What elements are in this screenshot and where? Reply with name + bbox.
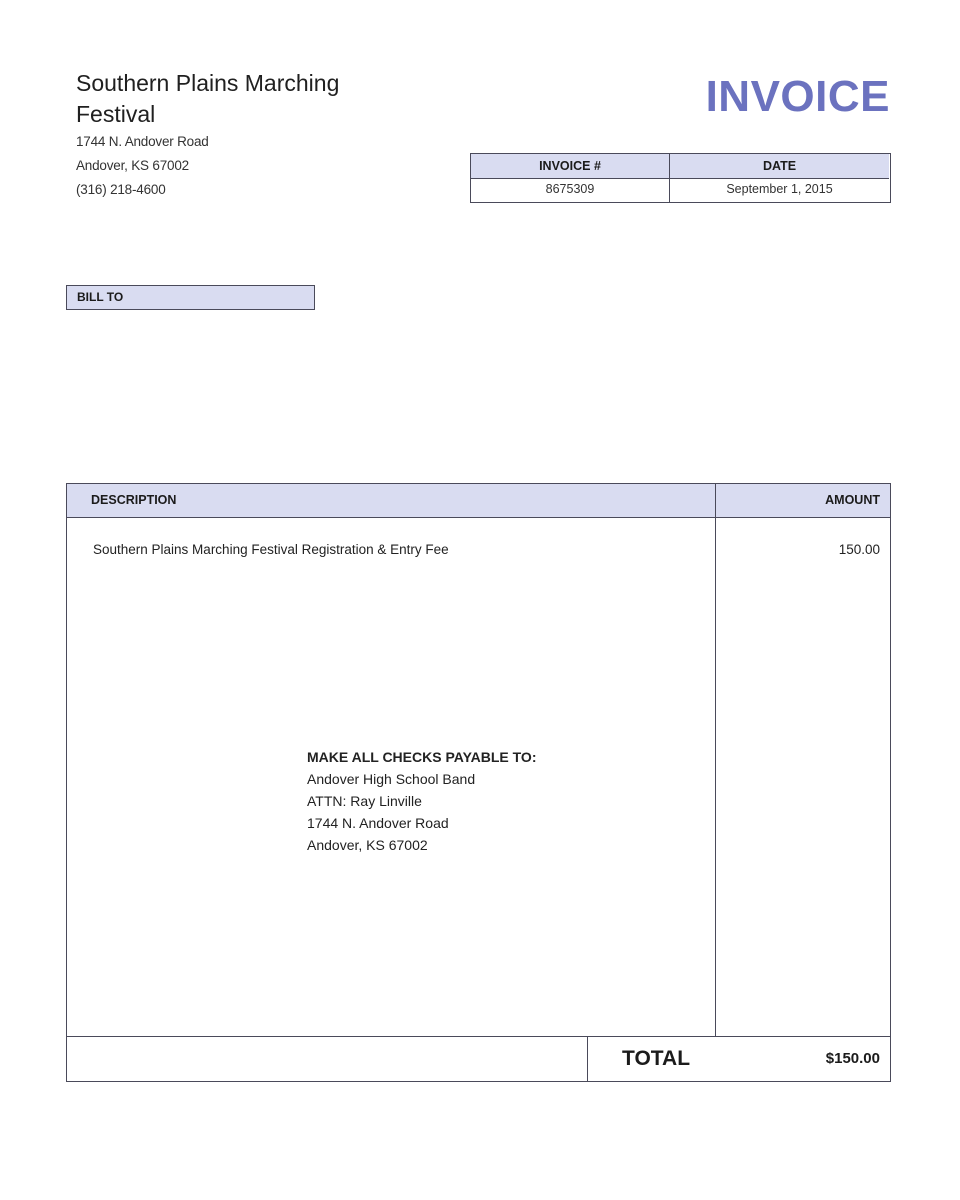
invoice-meta-table: [470, 153, 891, 203]
payable-heading: MAKE ALL CHECKS PAYABLE TO:: [307, 749, 537, 765]
company-address-line2: Andover, KS 67002: [76, 158, 189, 173]
amount-header: AMOUNT: [825, 493, 880, 507]
payable-line2: ATTN: Ray Linville: [307, 793, 422, 809]
date-value: September 1, 2015: [726, 182, 833, 196]
payable-to-block: [307, 746, 536, 856]
column-divider: [715, 484, 716, 1036]
invoice-number-header: INVOICE #: [471, 154, 670, 179]
company-address-line1: 1744 N. Andover Road: [76, 134, 209, 149]
line-item-amount: 150.00: [838, 542, 880, 557]
date-header: DATE: [670, 154, 889, 179]
company-phone: (316) 218-4600: [76, 182, 166, 197]
total-amount: $150.00: [825, 1050, 880, 1067]
totals-divider: [587, 1037, 588, 1081]
total-label: TOTAL: [622, 1047, 691, 1070]
company-name: Southern Plains Marching Festival: [76, 70, 340, 127]
invoice-title: INVOICE: [705, 72, 890, 121]
totals-row: [66, 1036, 891, 1082]
payable-line3: 1744 N. Andover Road: [307, 815, 449, 831]
line-items-header: [67, 484, 890, 518]
bill-to-header: BILL TO: [66, 285, 315, 310]
payable-line4: Andover, KS 67002: [307, 837, 428, 853]
invoice-number-value: 8675309: [471, 179, 670, 202]
payable-line1: Andover High School Band: [307, 771, 476, 787]
description-header: DESCRIPTION: [91, 493, 177, 507]
line-item-description: Southern Plains Marching Festival Registration & Entry Fee: [93, 542, 449, 557]
